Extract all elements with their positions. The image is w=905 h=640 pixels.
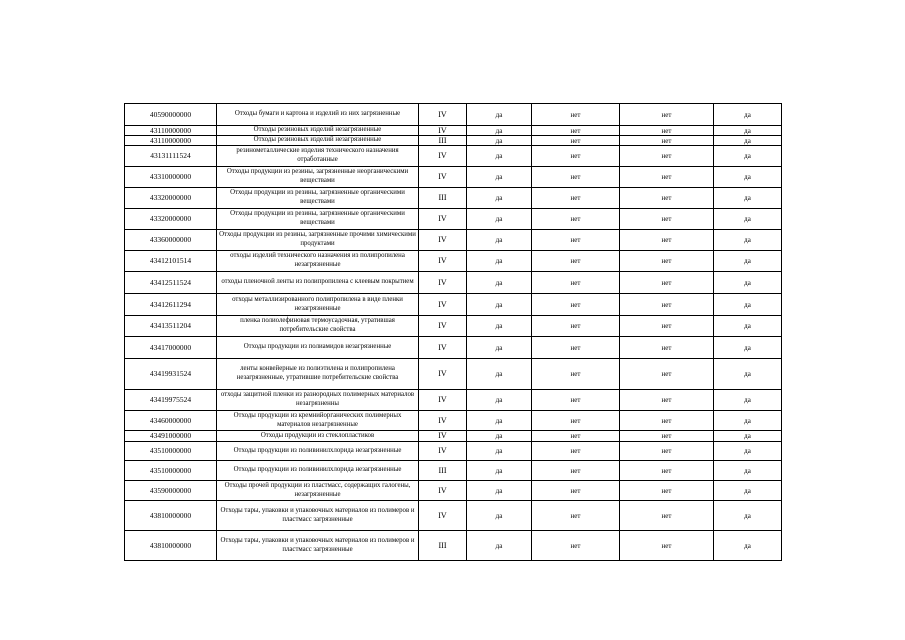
flag-cell-4: да xyxy=(714,136,782,146)
flag-cell-2: нет xyxy=(532,230,620,251)
flag-cell-1: да xyxy=(467,359,532,390)
hazard-class-cell: IV xyxy=(419,337,467,359)
flag-cell-1: да xyxy=(467,501,532,531)
flag-cell-1: да xyxy=(467,167,532,188)
table-row xyxy=(125,294,782,316)
waste-name-cell: Отходы резиновых изделий незагрязненные xyxy=(217,126,419,136)
flag-cell-2: нет xyxy=(532,481,620,501)
flag-cell-4: да xyxy=(714,390,782,411)
flag-cell-2: нет xyxy=(532,531,620,561)
flag-cell-4: да xyxy=(714,272,782,294)
flag-cell-2: нет xyxy=(532,316,620,337)
waste-code-cell: 43412511524 xyxy=(125,272,217,294)
waste-name-cell: Отходы резиновых изделий незагрязненные xyxy=(217,136,419,146)
flag-cell-4: да xyxy=(714,431,782,442)
hazard-class-cell: IV xyxy=(419,146,467,167)
flag-cell-1: да xyxy=(467,146,532,167)
flag-cell-3: нет xyxy=(620,294,714,316)
waste-name-cell: Отходы продукции из кремнийорганических полимерных материалов незагрязненные xyxy=(217,411,419,431)
flag-cell-4: да xyxy=(714,294,782,316)
waste-code-cell: 43510000000 xyxy=(125,461,217,481)
waste-code-cell: 43460000000 xyxy=(125,411,217,431)
flag-cell-2: нет xyxy=(532,126,620,136)
waste-code-cell: 43110000000 xyxy=(125,126,217,136)
flag-cell-1: да xyxy=(467,316,532,337)
flag-cell-3: нет xyxy=(620,146,714,167)
table-row xyxy=(125,136,782,146)
flag-cell-1: да xyxy=(467,230,532,251)
flag-cell-3: нет xyxy=(620,461,714,481)
waste-name-cell: Отходы бумаги и картона и изделий из них загрязненные xyxy=(217,104,419,126)
flag-cell-1: да xyxy=(467,188,532,209)
table-row xyxy=(125,126,782,136)
hazard-class-cell: III xyxy=(419,188,467,209)
table-row xyxy=(125,337,782,359)
flag-cell-3: нет xyxy=(620,531,714,561)
table-row xyxy=(125,251,782,272)
flag-cell-3: нет xyxy=(620,251,714,272)
flag-cell-4: да xyxy=(714,167,782,188)
waste-name-cell: Отходы продукции из поливинилхлорида незагрязненные xyxy=(217,461,419,481)
table-row xyxy=(125,209,782,230)
waste-name-cell: Отходы продукции из поливинилхлорида незагрязненные xyxy=(217,442,419,461)
waste-code-cell: 43110000000 xyxy=(125,136,217,146)
hazard-class-cell: IV xyxy=(419,126,467,136)
table-row xyxy=(125,146,782,167)
flag-cell-2: нет xyxy=(532,146,620,167)
waste-name-cell: Отходы прочей продукции из пластмасс, содержащих галогены, незагрязненные xyxy=(217,481,419,501)
flag-cell-1: да xyxy=(467,442,532,461)
waste-code-cell: 43810000000 xyxy=(125,531,217,561)
hazard-class-cell: IV xyxy=(419,230,467,251)
waste-code-cell: 43417000000 xyxy=(125,337,217,359)
waste-name-cell: Отходы продукции из полиамидов незагрязненные xyxy=(217,337,419,359)
flag-cell-3: нет xyxy=(620,359,714,390)
flag-cell-1: да xyxy=(467,136,532,146)
waste-code-cell: 43419975524 xyxy=(125,390,217,411)
flag-cell-2: нет xyxy=(532,209,620,230)
flag-cell-3: нет xyxy=(620,188,714,209)
flag-cell-2: нет xyxy=(532,188,620,209)
flag-cell-3: нет xyxy=(620,481,714,501)
flag-cell-4: да xyxy=(714,104,782,126)
table-row xyxy=(125,230,782,251)
hazard-class-cell: IV xyxy=(419,272,467,294)
waste-code-cell: 43419931524 xyxy=(125,359,217,390)
hazard-class-cell: IV xyxy=(419,390,467,411)
waste-code-cell: 43590000000 xyxy=(125,481,217,501)
flag-cell-3: нет xyxy=(620,316,714,337)
flag-cell-3: нет xyxy=(620,431,714,442)
table-row xyxy=(125,167,782,188)
table-row xyxy=(125,188,782,209)
table-row xyxy=(125,411,782,431)
waste-name-cell: отходы защитной пленки из разнородных полимерных материалов незагрязненны xyxy=(217,390,419,411)
flag-cell-4: да xyxy=(714,146,782,167)
hazard-class-cell: IV xyxy=(419,251,467,272)
table-row xyxy=(125,431,782,442)
waste-code-cell: 43412101514 xyxy=(125,251,217,272)
hazard-class-cell: III xyxy=(419,531,467,561)
flag-cell-2: нет xyxy=(532,390,620,411)
flag-cell-3: нет xyxy=(620,442,714,461)
flag-cell-1: да xyxy=(467,251,532,272)
table-row xyxy=(125,390,782,411)
hazard-class-cell: IV xyxy=(419,104,467,126)
hazard-class-cell: IV xyxy=(419,481,467,501)
flag-cell-3: нет xyxy=(620,411,714,431)
flag-cell-4: да xyxy=(714,209,782,230)
waste-code-cell: 43360000000 xyxy=(125,230,217,251)
waste-name-cell: Отходы тары, упаковки и упаковочных материалов из полимеров и пластмасс загрязненные xyxy=(217,531,419,561)
waste-code-cell: 43320000000 xyxy=(125,188,217,209)
hazard-class-cell: IV xyxy=(419,294,467,316)
flag-cell-2: нет xyxy=(532,251,620,272)
table-row xyxy=(125,316,782,337)
hazard-class-cell: III xyxy=(419,461,467,481)
waste-code-cell: 43412611294 xyxy=(125,294,217,316)
hazard-class-cell: IV xyxy=(419,442,467,461)
waste-name-cell: Отходы продукции из резины, загрязненные органическими веществами xyxy=(217,209,419,230)
waste-code-cell: 43310000000 xyxy=(125,167,217,188)
flag-cell-1: да xyxy=(467,294,532,316)
flag-cell-4: да xyxy=(714,316,782,337)
waste-code-cell: 43131111524 xyxy=(125,146,217,167)
flag-cell-4: да xyxy=(714,337,782,359)
hazard-class-cell: IV xyxy=(419,501,467,531)
flag-cell-4: да xyxy=(714,442,782,461)
waste-name-cell: пленка полиолефиновая термоусадочная, утратившая потребительские свойства xyxy=(217,316,419,337)
hazard-class-cell: IV xyxy=(419,167,467,188)
waste-name-cell: отходы пленочной ленты из полипропилена с клеевым покрытием xyxy=(217,272,419,294)
waste-name-cell: Отходы продукции из резины, загрязненные прочими химическими продуктами xyxy=(217,230,419,251)
waste-name-cell: Отходы продукции из резины, загрязненные органическими веществами xyxy=(217,188,419,209)
hazard-class-cell: IV xyxy=(419,209,467,230)
flag-cell-3: нет xyxy=(620,230,714,251)
flag-cell-3: нет xyxy=(620,136,714,146)
flag-cell-4: да xyxy=(714,531,782,561)
waste-name-cell: отходы изделий технического назначения из полипропилена незагрязненные xyxy=(217,251,419,272)
flag-cell-2: нет xyxy=(532,272,620,294)
flag-cell-3: нет xyxy=(620,104,714,126)
waste-code-cell: 43413511204 xyxy=(125,316,217,337)
flag-cell-2: нет xyxy=(532,359,620,390)
flag-cell-2: нет xyxy=(532,294,620,316)
flag-cell-4: да xyxy=(714,501,782,531)
waste-code-cell: 43320000000 xyxy=(125,209,217,230)
flag-cell-4: да xyxy=(714,188,782,209)
table-row xyxy=(125,272,782,294)
flag-cell-1: да xyxy=(467,126,532,136)
waste-name-cell: Отходы продукции из стеклопластиков xyxy=(217,431,419,442)
flag-cell-2: нет xyxy=(532,411,620,431)
flag-cell-1: да xyxy=(467,481,532,501)
table-body xyxy=(125,104,782,561)
waste-name-cell: резинометаллические изделия технического назначения отработанные xyxy=(217,146,419,167)
flag-cell-3: нет xyxy=(620,501,714,531)
flag-cell-2: нет xyxy=(532,442,620,461)
waste-code-cell: 40590000000 xyxy=(125,104,217,126)
waste-code-cell: 43510000000 xyxy=(125,442,217,461)
table-row xyxy=(125,481,782,501)
waste-code-cell: 43491000000 xyxy=(125,431,217,442)
flag-cell-1: да xyxy=(467,272,532,294)
flag-cell-4: да xyxy=(714,251,782,272)
waste-name-cell: Отходы продукции из резины, загрязненные неорганическими веществами xyxy=(217,167,419,188)
waste-code-cell: 43810000000 xyxy=(125,501,217,531)
flag-cell-2: нет xyxy=(532,104,620,126)
flag-cell-2: нет xyxy=(532,431,620,442)
flag-cell-3: нет xyxy=(620,209,714,230)
flag-cell-1: да xyxy=(467,209,532,230)
flag-cell-4: да xyxy=(714,126,782,136)
table-row xyxy=(125,104,782,126)
hazard-class-cell: III xyxy=(419,136,467,146)
table-row xyxy=(125,359,782,390)
flag-cell-3: нет xyxy=(620,337,714,359)
flag-cell-4: да xyxy=(714,411,782,431)
waste-name-cell: ленты конвейерные из полиэтилена и полипропилена незагрязненные, утратившие потребительские свойства xyxy=(217,359,419,390)
flag-cell-1: да xyxy=(467,461,532,481)
waste-table xyxy=(124,103,782,561)
flag-cell-2: нет xyxy=(532,461,620,481)
table-row xyxy=(125,531,782,561)
waste-name-cell: отходы металлизированного полипропилена в виде пленки незагрязненные xyxy=(217,294,419,316)
flag-cell-3: нет xyxy=(620,126,714,136)
hazard-class-cell: IV xyxy=(419,359,467,390)
flag-cell-2: нет xyxy=(532,136,620,146)
flag-cell-1: да xyxy=(467,431,532,442)
flag-cell-4: да xyxy=(714,359,782,390)
flag-cell-1: да xyxy=(467,337,532,359)
flag-cell-2: нет xyxy=(532,501,620,531)
waste-name-cell: Отходы тары, упаковки и упаковочных материалов из полимеров и пластмасс загрязненные xyxy=(217,501,419,531)
flag-cell-1: да xyxy=(467,390,532,411)
flag-cell-1: да xyxy=(467,104,532,126)
hazard-class-cell: IV xyxy=(419,411,467,431)
flag-cell-3: нет xyxy=(620,272,714,294)
flag-cell-2: нет xyxy=(532,337,620,359)
table-row xyxy=(125,461,782,481)
hazard-class-cell: IV xyxy=(419,431,467,442)
flag-cell-2: нет xyxy=(532,167,620,188)
table-row xyxy=(125,442,782,461)
hazard-class-cell: IV xyxy=(419,316,467,337)
flag-cell-3: нет xyxy=(620,167,714,188)
flag-cell-4: да xyxy=(714,230,782,251)
flag-cell-3: нет xyxy=(620,390,714,411)
flag-cell-1: да xyxy=(467,411,532,431)
flag-cell-4: да xyxy=(714,481,782,501)
table-row xyxy=(125,501,782,531)
flag-cell-4: да xyxy=(714,461,782,481)
flag-cell-1: да xyxy=(467,531,532,561)
